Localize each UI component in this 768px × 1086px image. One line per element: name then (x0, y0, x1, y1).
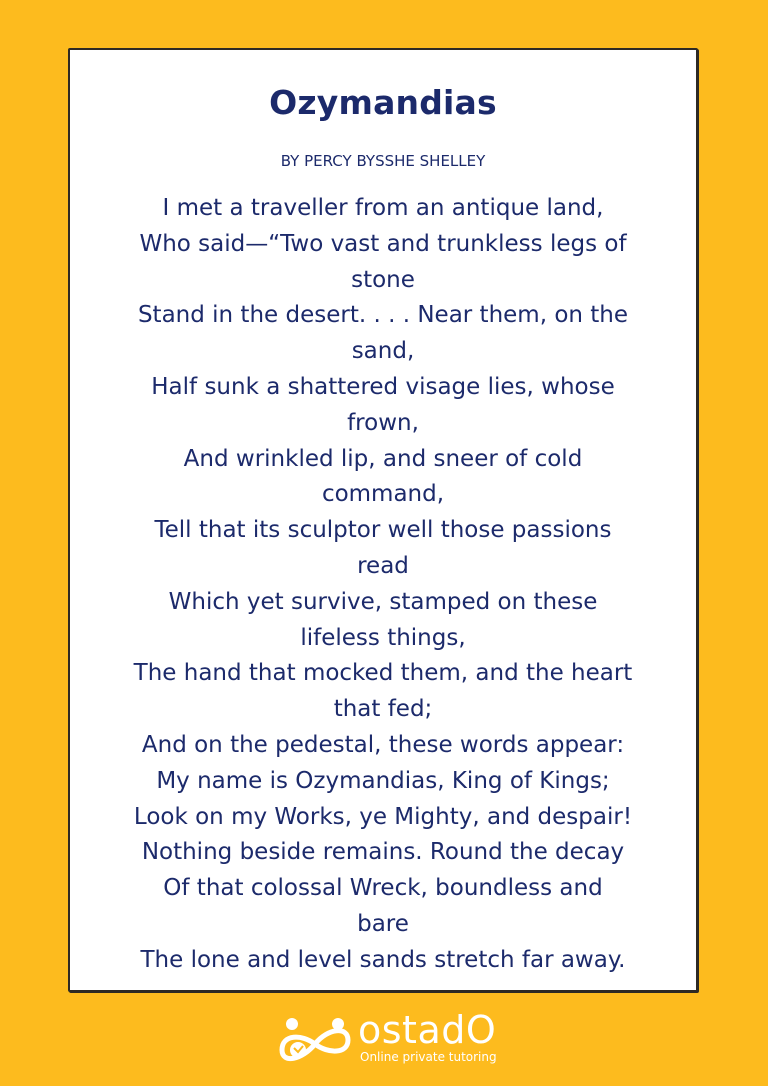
poem-line: Nothing beside remains. Round the decay (141, 839, 625, 866)
poem-line: And on the pedestal, these words appear: (141, 731, 625, 758)
poem-line: My name is Ozymandias, King of Kings; (156, 767, 610, 794)
poem-line: bare (357, 910, 409, 937)
poem-line: Half sunk a shattered visage lies, whose (151, 373, 615, 400)
poem-line: sand, (351, 338, 415, 365)
footer-logo (272, 1008, 502, 1072)
poem-line: Tell that its sculptor well those passions (154, 517, 612, 544)
poem-line: Which yet survive, stamped on these (168, 588, 598, 615)
poem-line: frown, (347, 409, 419, 436)
poem-author: BY PERCY BYSSHE SHELLEY (280, 152, 486, 170)
brand-tagline: Online private tutoring (360, 1050, 497, 1064)
poem-line: Stand in the desert. . . . Near them, on the (137, 302, 629, 329)
poem-line: Look on my Works, ye Mighty, and despair! (133, 803, 633, 830)
poem-line: Who said—“Two vast and trunkless legs of (139, 230, 627, 257)
poem-line: The lone and level sands stretch far away. (140, 946, 626, 973)
poem-line: that fed; (333, 696, 433, 723)
poem-line: read (357, 552, 409, 579)
ostado-logo-icon (272, 1014, 358, 1068)
poem-line: Of that colossal Wreck, boundless and (163, 875, 603, 902)
poem-card (68, 48, 698, 992)
poem-line: command, (321, 481, 445, 508)
brand-name: ostadO (358, 1008, 497, 1052)
poem-title: Ozymandias (269, 83, 497, 122)
poem-line: The hand that mocked them, and the heart (133, 660, 633, 687)
poem-line: And wrinkled lip, and sneer of cold (183, 445, 583, 472)
poem-body (110, 191, 656, 979)
poem-line: stone (351, 266, 415, 293)
poem-line: lifeless things, (300, 624, 466, 651)
poem-line: I met a traveller from an antique land, (162, 195, 604, 221)
